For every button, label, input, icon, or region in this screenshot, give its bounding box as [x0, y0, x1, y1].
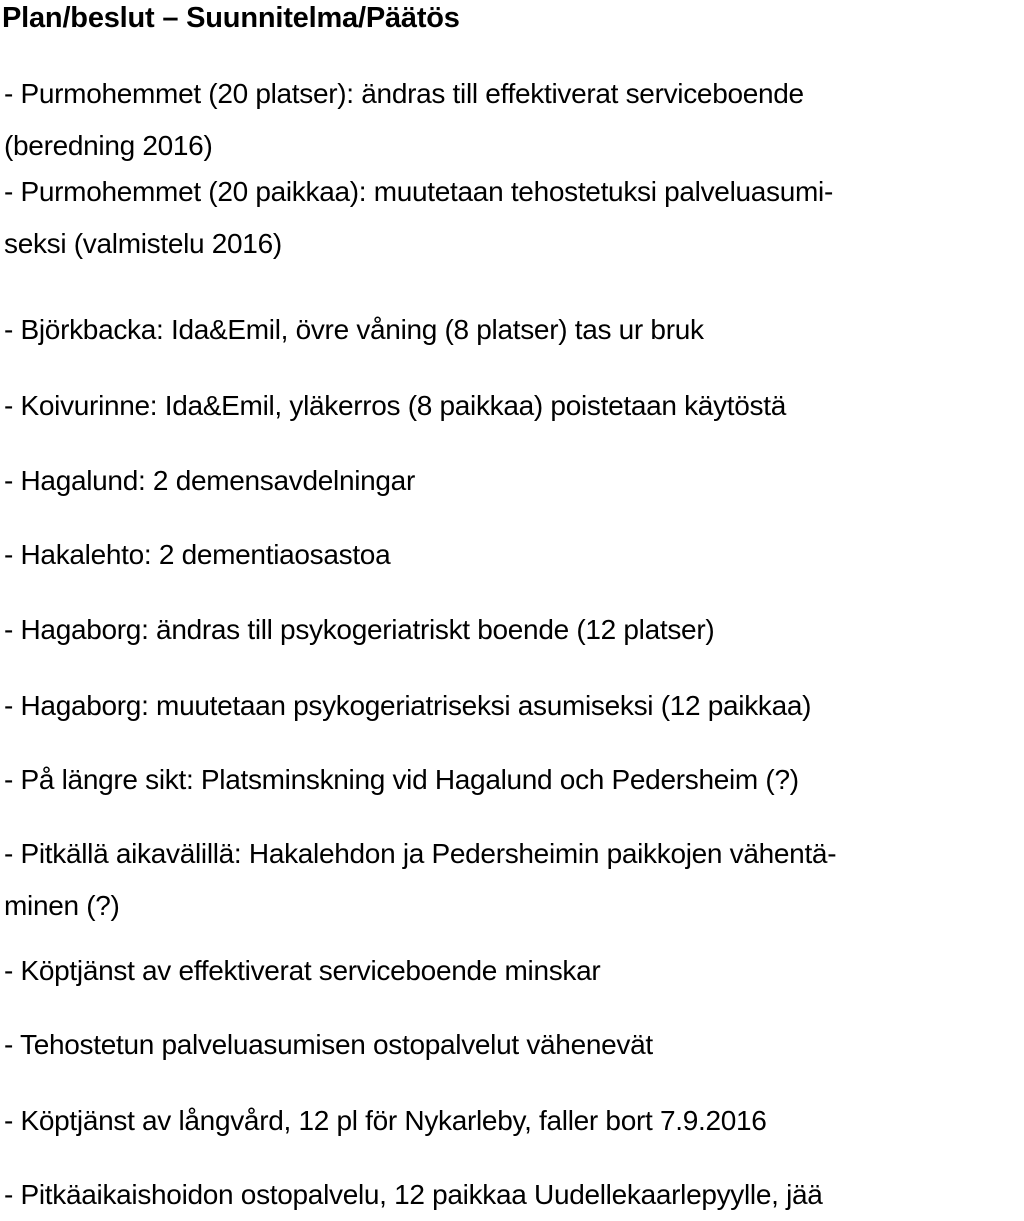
page-title: Plan/beslut – Suunnitelma/Päätös — [2, 2, 460, 34]
list-item — [4, 680, 811, 732]
list-item — [4, 754, 799, 806]
list-item-line: - Hagalund: 2 demensavdelningar — [4, 465, 415, 496]
list-item — [4, 828, 836, 932]
list-item-line: - Pitkäaikaishoidon ostopalvelu, 12 paikkaa Uudellekaarlepyylle, jää — [4, 1179, 823, 1210]
list-item-line: (beredning 2016) — [4, 130, 213, 161]
list-item-line: - Hagaborg: muutetaan psykogeriatriseksi asumiseksi (12 paikkaa) — [4, 690, 812, 721]
list-item-line: - Hakalehto: 2 dementiaosastoa — [4, 539, 391, 570]
list-item — [4, 945, 600, 997]
list-item-line: seksi (valmistelu 2016) — [4, 228, 282, 259]
list-item-line: - Köptjänst av effektiverat serviceboende minskar — [4, 955, 601, 986]
list-item — [4, 380, 786, 432]
list-item — [4, 1095, 767, 1147]
list-item — [4, 166, 833, 270]
list-item-line: minen (?) — [4, 890, 120, 921]
list-item-line: - Purmohemmet (20 paikkaa): muutetaan tehostetuksi palveluasumi- — [4, 176, 833, 207]
list-item — [4, 529, 390, 581]
list-item-line: - Björkbacka: Ida&Emil, övre våning (8 platser) tas ur bruk — [4, 314, 704, 345]
list-item-line: - Purmohemmet (20 platser): ändras till effektiverat serviceboende — [4, 78, 804, 109]
list-item-line: - Koivurinne: Ida&Emil, yläkerros (8 paikkaa) poistetaan käytöstä — [4, 390, 786, 421]
list-item-line: - Tehostetun palveluasumisen ostopalvelut vähenevät — [4, 1029, 653, 1060]
list-item-line: - Hagaborg: ändras till psykogeriatriskt boende (12 platser) — [4, 614, 715, 645]
list-item-line: - Pitkällä aikavälillä: Hakalehdon ja Pedersheimin paikkojen vähentä- — [4, 838, 837, 869]
list-item — [4, 1169, 823, 1221]
list-item-line: - På längre sikt: Platsminskning vid Hagalund och Pedersheim (?) — [4, 764, 799, 795]
list-item — [4, 68, 804, 172]
list-item-line: - Köptjänst av långvård, 12 pl för Nykarleby, faller bort 7.9.2016 — [4, 1105, 767, 1136]
list-item — [4, 304, 704, 356]
list-item — [4, 455, 415, 507]
list-item — [4, 1019, 653, 1071]
list-item — [4, 604, 714, 656]
